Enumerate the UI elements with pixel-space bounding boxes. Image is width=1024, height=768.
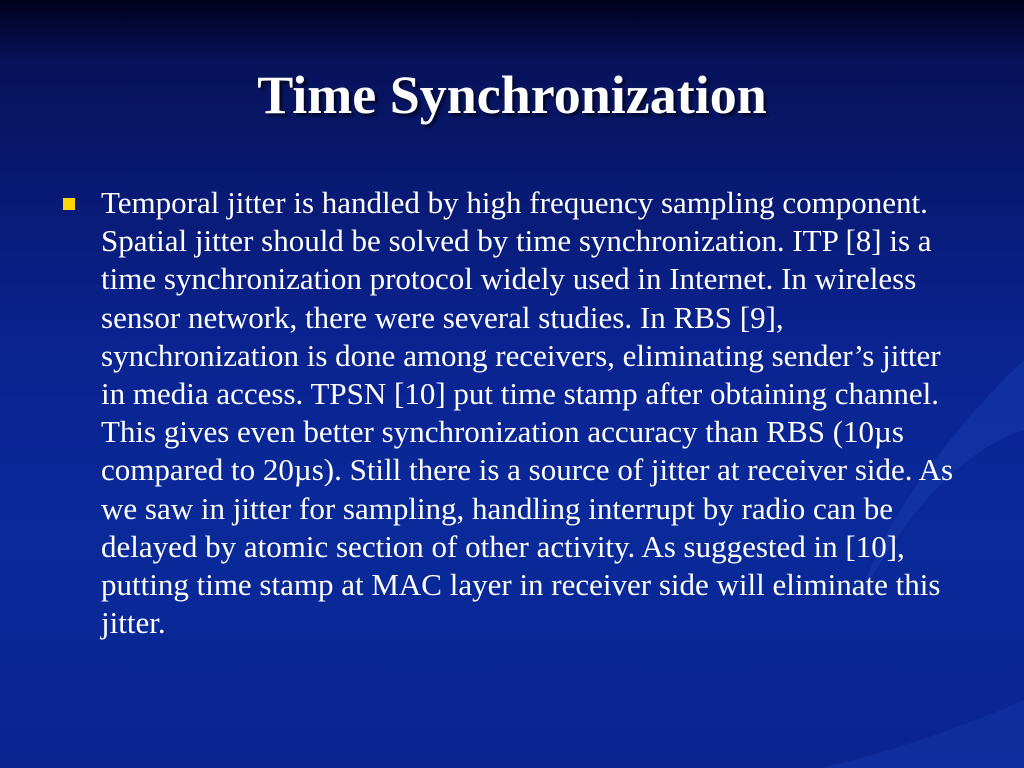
square-bullet-icon [63,198,75,210]
bullet-item [62,184,967,642]
slide-title: Time Synchronization [257,65,767,125]
bullet-text: Temporal jitter is handled by high frequency sampling component. Spatial jitter should be solved by time synchronization. ITP [8] is a time synchronization protocol widely used in Internet. In wireless sensor network, there were several studies. In RBS [9], synchronization is done among receivers, eliminating sender’s jitter in media access. TPSN [10] put time stamp after obtaining channel. This gives even better synchronization accuracy than RBS (10µs compared to 20µs). Still there is a source of jitter at receiver side. As we saw in jitter for sampling, handling interrupt by radio can be delayed by atomic section of other activity. As suggested in [10], putting time stamp at MAC layer in receiver side will eliminate this jitter. [101,185,954,641]
slide-body [62,184,967,642]
